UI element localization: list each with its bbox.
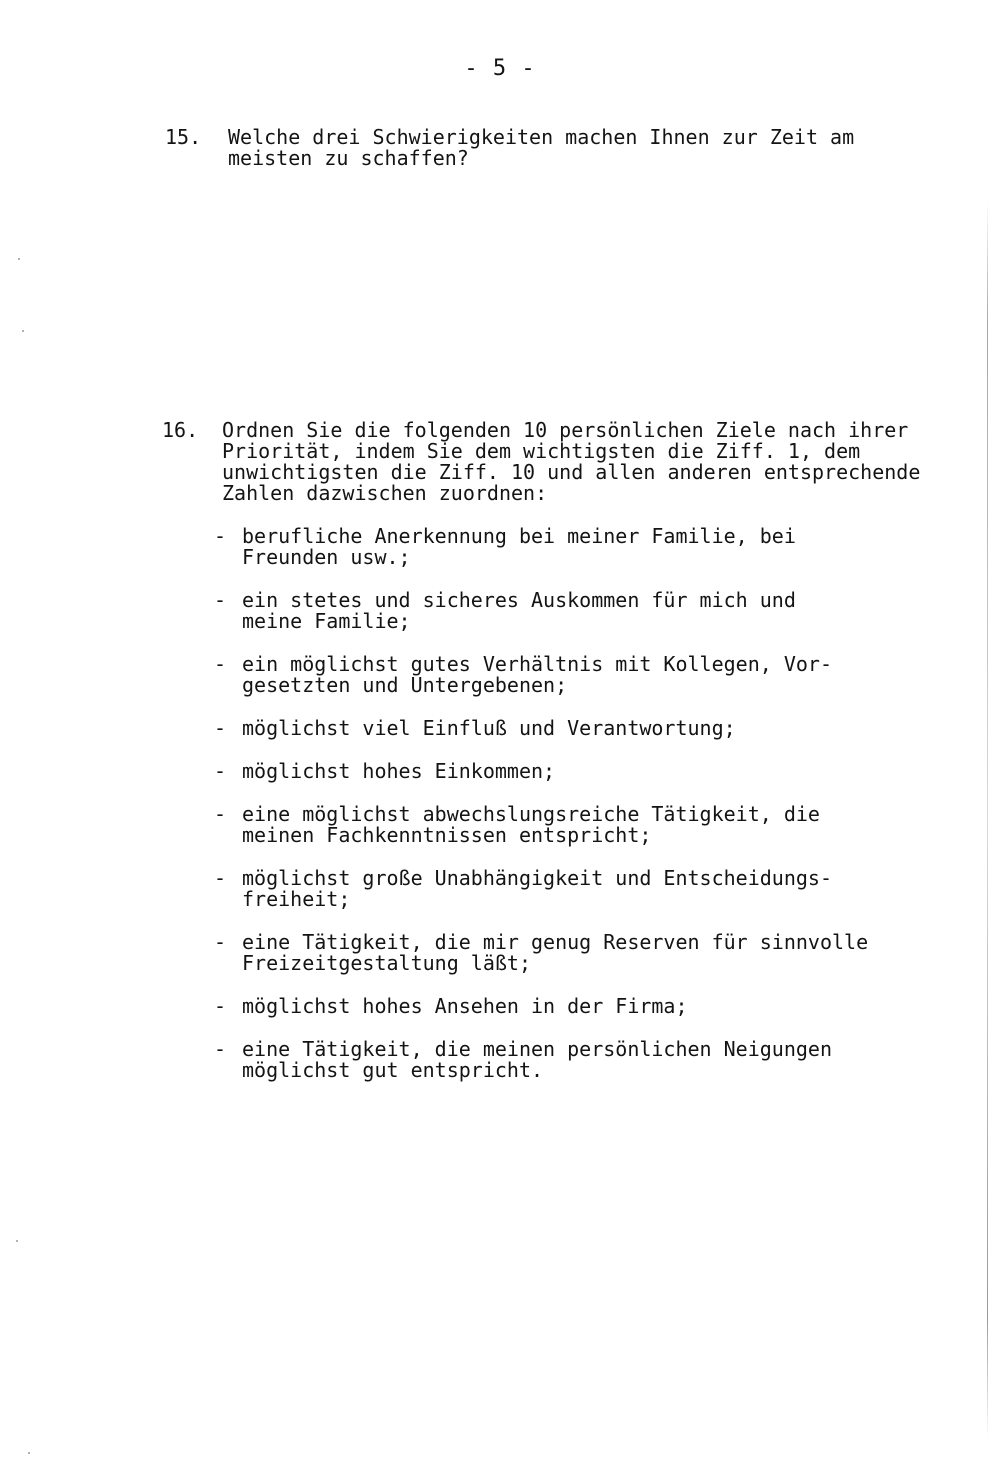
goal-line: Freunden usw.; — [242, 545, 411, 569]
question-line: Ordnen Sie die folgenden 10 persönlichen Ziele nach ihrer — [222, 418, 909, 442]
dash-bullet: - — [214, 588, 227, 612]
question-text — [228, 127, 854, 169]
question-line: Priorität, indem Sie dem wichtigsten die Ziff. 1, dem — [222, 439, 861, 463]
scan-speck — [28, 1452, 30, 1454]
question-line: unwichtigsten die Ziff. 10 und allen anderen entsprechende — [222, 460, 921, 484]
list-item — [214, 996, 868, 1017]
question-text — [222, 420, 920, 504]
list-item — [214, 526, 868, 568]
scan-edge-artifact — [987, 200, 988, 1440]
dash-bullet: - — [214, 652, 227, 676]
dash-bullet: - — [214, 994, 227, 1018]
list-item — [214, 761, 868, 782]
goal-line: ein möglichst gutes Verhältnis mit Kollegen, Vor- — [242, 652, 833, 676]
goal-line: möglichst hohes Einkommen; — [242, 759, 556, 783]
dash-bullet: - — [214, 802, 227, 826]
goal-line: möglichst gut entspricht. — [242, 1058, 544, 1082]
goals-list — [214, 526, 868, 1103]
dash-bullet: - — [214, 759, 227, 783]
goal-line: möglichst viel Einfluß und Verantwortung; — [242, 716, 736, 740]
dash-bullet: - — [214, 930, 227, 954]
goal-line: freiheit; — [242, 887, 351, 911]
goal-line: möglichst hohes Ansehen in der Firma; — [242, 994, 688, 1018]
dash-bullet: - — [214, 1037, 227, 1061]
question-line: meisten zu schaffen? — [228, 146, 469, 170]
goal-line: eine Tätigkeit, die meinen persönlichen Neigungen — [242, 1037, 833, 1061]
dash-bullet: - — [214, 866, 227, 890]
goal-line: berufliche Anerkennung bei meiner Familie, bei — [242, 524, 796, 548]
dash-bullet: - — [214, 524, 227, 548]
goal-line: Freizeitgestaltung läßt; — [242, 951, 531, 975]
list-item — [214, 804, 868, 846]
list-item — [214, 932, 868, 974]
goal-line: ein stetes und sicheres Auskommen für mich und — [242, 588, 796, 612]
goal-line: gesetzten und Untergebenen; — [242, 673, 568, 697]
scan-speck — [22, 330, 24, 332]
goal-line: eine möglichst abwechslungsreiche Tätigkeit, die — [242, 802, 820, 826]
question-line: Zahlen dazwischen zuordnen: — [222, 481, 548, 505]
dash-bullet: - — [214, 716, 227, 740]
scan-speck — [16, 1240, 18, 1242]
list-item — [214, 590, 868, 632]
page-number: - 5 - — [464, 56, 536, 81]
question-line: Welche drei Schwierigkeiten machen Ihnen zur Zeit am — [228, 125, 855, 149]
scan-speck — [18, 258, 20, 260]
goal-line: eine Tätigkeit, die mir genug Reserven für sinnvolle — [242, 930, 869, 954]
goal-line: meinen Fachkenntnissen entspricht; — [242, 823, 652, 847]
question-number: 16. — [162, 418, 199, 442]
goal-line: möglichst große Unabhängigkeit und Entscheidungs- — [242, 866, 833, 890]
list-item — [214, 1039, 868, 1081]
list-item — [214, 868, 868, 910]
list-item — [214, 718, 868, 739]
list-item — [214, 654, 868, 696]
goal-line: meine Familie; — [242, 609, 411, 633]
question-number: 15. — [165, 125, 202, 149]
